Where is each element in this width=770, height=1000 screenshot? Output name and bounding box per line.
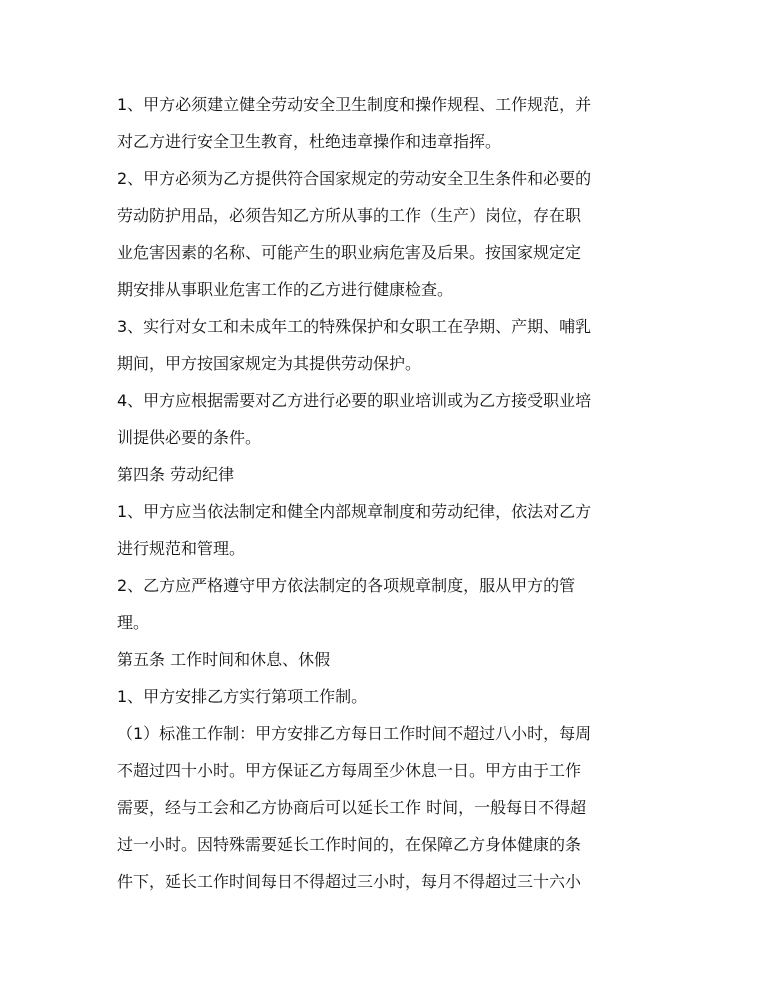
text-line: 理。 (117, 613, 150, 632)
text-line: 对乙方进行安全卫生教育，杜绝违章操作和违章指挥。 (117, 132, 502, 151)
text-line: 3、实行对女工和未成年工的特殊保护和女职工在孕期、产期、哺乳 (117, 317, 592, 336)
text-line: 1、甲方安排乙方实行第项工作制。 (117, 687, 368, 706)
text-line: 4、甲方应根据需要对乙方进行必要的职业培训或为乙方接受职业培 (117, 391, 592, 410)
text-line: 期间，甲方按国家规定为其提供劳动保护。 (117, 354, 422, 373)
text-line: 不超过四十小时。甲方保证乙方每周至少休息一日。甲方由于工作 (117, 761, 582, 780)
section-heading: 第五条 工作时间和休息、休假 (117, 650, 331, 669)
document-body (117, 86, 662, 900)
text-line: 进行规范和管理。 (117, 539, 246, 558)
text-line: 业危害因素的名称、可能产生的职业病危害及后果。按国家规定定 (117, 243, 582, 262)
text-line: 过一小时。因特殊需要延长工作时间的，在保障乙方身体健康的条 (117, 835, 582, 854)
text-line: 期安排从事职业危害工作的乙方进行健康检查。 (117, 280, 454, 299)
text-line: 2、甲方必须为乙方提供符合国家规定的劳动安全卫生条件和必要的 (117, 169, 592, 188)
text-line: 件下，延长工作时间每日不得超过三小时，每月不得超过三十六小 (117, 872, 582, 891)
text-line: 2、乙方应严格遵守甲方依法制定的各项规章制度，服从甲方的管 (117, 576, 576, 595)
text-line: （1）标准工作制：甲方安排乙方每日工作时间不超过八小时，每周 (117, 724, 592, 743)
text-line: 1、甲方应当依法制定和健全内部规章制度和劳动纪律，依法对乙方 (117, 502, 592, 521)
text-line: 训提供必要的条件。 (117, 428, 262, 447)
section-heading: 第四条 劳动纪律 (117, 465, 235, 484)
text-line: 需要，经与工会和乙方协商后可以延长工作 时间，一般每日不得超 (117, 798, 587, 817)
text-line: 劳动防护用品，必须告知乙方所从事的工作（生产）岗位，存在职 (117, 206, 582, 225)
text-line: 1、甲方必须建立健全劳动安全卫生制度和操作规程、工作规范，并 (117, 95, 592, 114)
